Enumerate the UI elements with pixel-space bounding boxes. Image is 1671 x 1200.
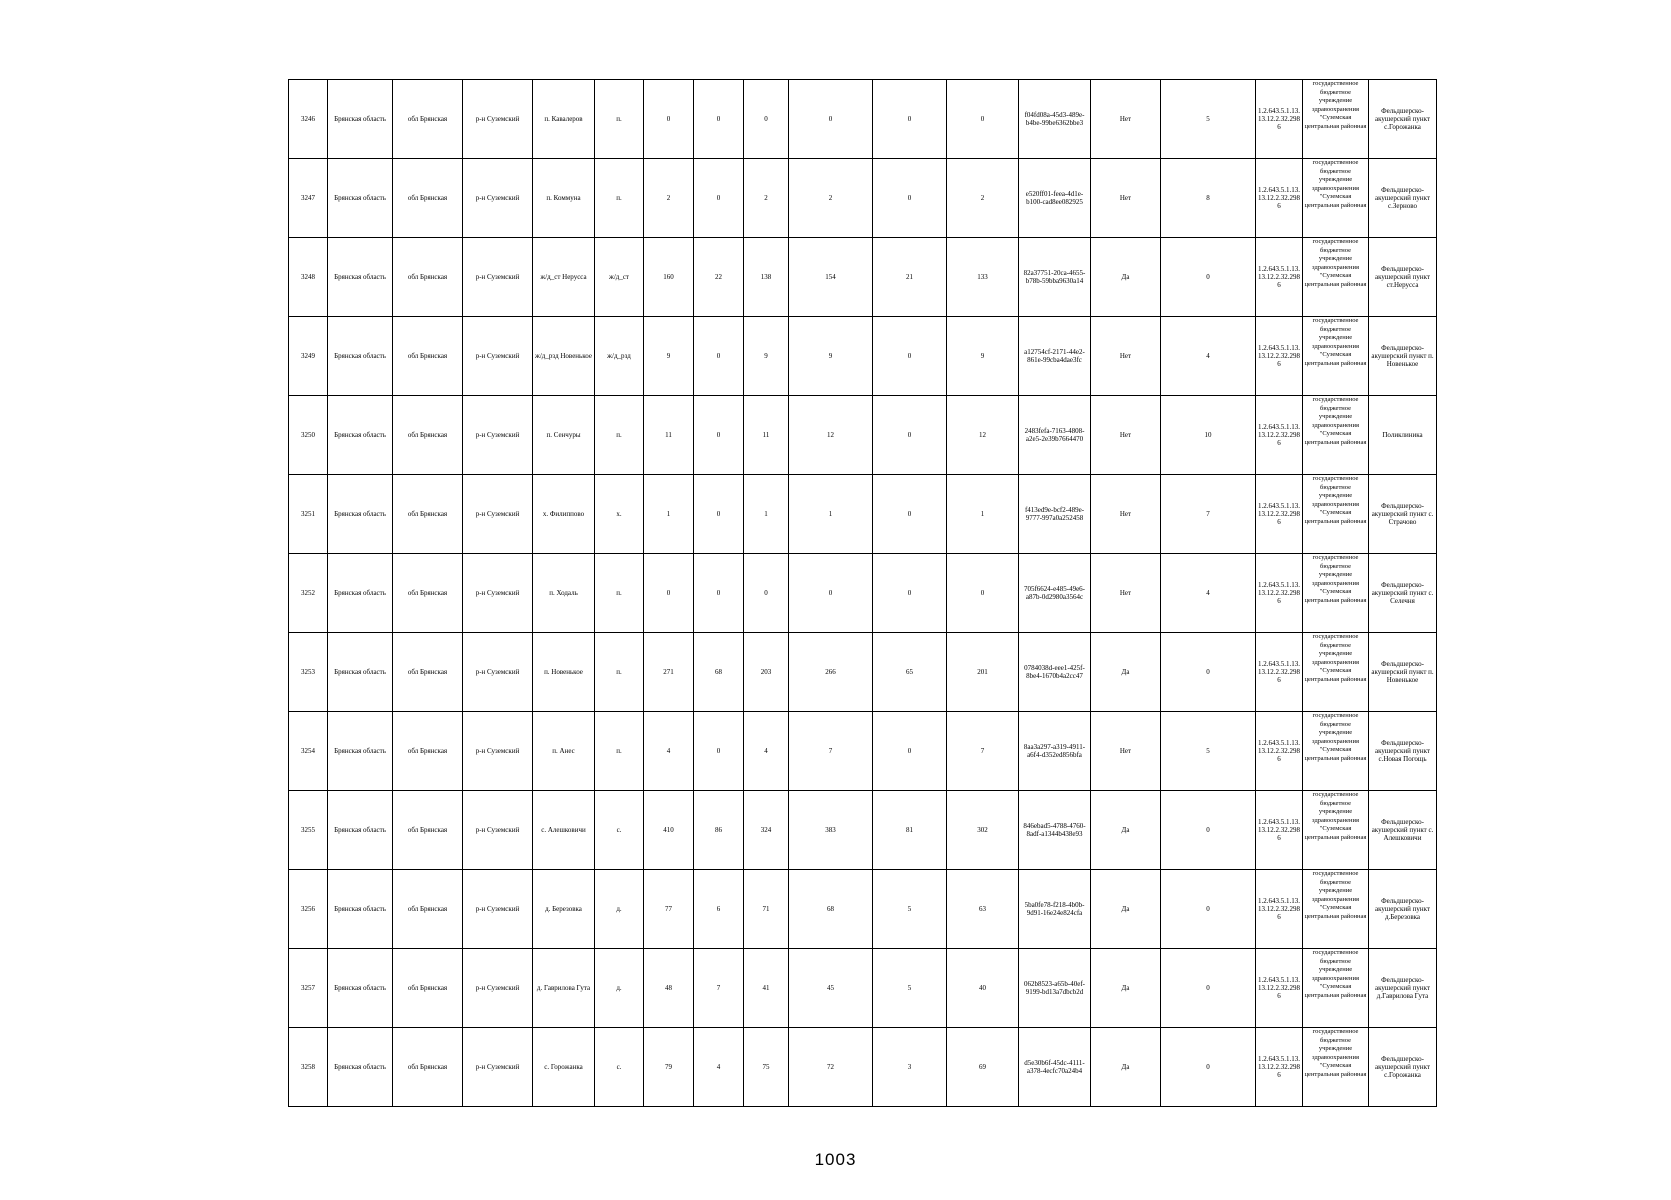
guid-cell: 062b8523-a65b-40ef-9199-bd13a7dbcb2d (1019, 949, 1091, 1028)
value-cell: 11 (644, 396, 694, 475)
value-cell: 12 (789, 396, 873, 475)
page-number: 1003 (814, 1150, 857, 1169)
value-cell: 69 (947, 1028, 1019, 1107)
value-cell: 9 (644, 317, 694, 396)
distance-cell: 0 (1161, 633, 1256, 712)
facility-cell: Поликлиника (1369, 396, 1437, 475)
guid-cell: 846ebad5-4788-4760-8adf-a1344b438e93 (1019, 791, 1091, 870)
district-cell: р-н Суземский (463, 238, 533, 317)
flag-cell: Нет (1091, 80, 1161, 159)
district-cell: р-н Суземский (463, 396, 533, 475)
value-cell: 271 (644, 633, 694, 712)
table-row (289, 396, 1437, 475)
table-row (289, 475, 1437, 554)
value-cell: 0 (873, 475, 947, 554)
organization-cell: государственное бюджетное учреждение здравоохранения "Суземская центральная районная (1303, 159, 1369, 238)
row-number-cell: 3250 (289, 396, 328, 475)
oblast-cell: обл Брянская (393, 791, 463, 870)
region-cell: Брянская область (328, 475, 393, 554)
table-row (289, 1028, 1437, 1107)
value-cell: 4 (694, 1028, 744, 1107)
table-row (289, 712, 1437, 791)
locality-cell: ж/д_ст Нерусса (533, 238, 595, 317)
value-cell: 7 (694, 949, 744, 1028)
value-cell: 7 (789, 712, 873, 791)
value-cell: 86 (694, 791, 744, 870)
value-cell: 0 (873, 159, 947, 238)
oid-code-cell: 1.2.643.5.1.13.13.12.2.32.2986 (1256, 396, 1303, 475)
oid-code-cell: 1.2.643.5.1.13.13.12.2.32.2986 (1256, 159, 1303, 238)
value-cell: 0 (947, 554, 1019, 633)
guid-cell: f413ed9e-bcf2-489e-9777-997a0a252458 (1019, 475, 1091, 554)
row-number-cell: 3251 (289, 475, 328, 554)
value-cell: 9 (789, 317, 873, 396)
locality-type-cell: п. (595, 159, 644, 238)
value-cell: 0 (694, 712, 744, 791)
distance-cell: 0 (1161, 949, 1256, 1028)
value-cell: 63 (947, 870, 1019, 949)
facility-cell: Фельдшерско-акушерский пункт д.Гаврилова Гута (1369, 949, 1437, 1028)
oblast-cell: обл Брянская (393, 238, 463, 317)
value-cell: 71 (744, 870, 789, 949)
row-number-cell: 3255 (289, 791, 328, 870)
flag-cell: Да (1091, 791, 1161, 870)
distance-cell: 5 (1161, 80, 1256, 159)
flag-cell: Нет (1091, 396, 1161, 475)
locality-cell: ж/д_рзд Новенькое (533, 317, 595, 396)
value-cell: 79 (644, 1028, 694, 1107)
distance-cell: 4 (1161, 554, 1256, 633)
value-cell: 0 (744, 554, 789, 633)
value-cell: 0 (694, 396, 744, 475)
value-cell: 0 (694, 80, 744, 159)
row-number-cell: 3253 (289, 633, 328, 712)
table-row (289, 317, 1437, 396)
distance-cell: 7 (1161, 475, 1256, 554)
value-cell: 266 (789, 633, 873, 712)
district-cell: р-н Суземский (463, 475, 533, 554)
region-cell: Брянская область (328, 80, 393, 159)
district-cell: р-н Суземский (463, 712, 533, 791)
locality-cell: д. Березовка (533, 870, 595, 949)
value-cell: 0 (644, 80, 694, 159)
value-cell: 77 (644, 870, 694, 949)
region-cell: Брянская область (328, 1028, 393, 1107)
guid-cell: f04fd08a-45d3-489e-b4be-99be6362bbe3 (1019, 80, 1091, 159)
locality-cell: п. Сенчуры (533, 396, 595, 475)
flag-cell: Нет (1091, 554, 1161, 633)
value-cell: 0 (694, 317, 744, 396)
flag-cell: Нет (1091, 317, 1161, 396)
district-cell: р-н Суземский (463, 1028, 533, 1107)
oid-code-cell: 1.2.643.5.1.13.13.12.2.32.2986 (1256, 633, 1303, 712)
oblast-cell: обл Брянская (393, 80, 463, 159)
row-number-cell: 3246 (289, 80, 328, 159)
row-number-cell: 3257 (289, 949, 328, 1028)
value-cell: 7 (947, 712, 1019, 791)
locality-type-cell: п. (595, 80, 644, 159)
facility-cell: Фельдшерско-акушерский пункт с.Новая Погощь (1369, 712, 1437, 791)
value-cell: 5 (873, 870, 947, 949)
table-row (289, 238, 1437, 317)
organization-cell: государственное бюджетное учреждение здравоохранения "Суземская центральная районная (1303, 712, 1369, 791)
oblast-cell: обл Брянская (393, 633, 463, 712)
value-cell: 154 (789, 238, 873, 317)
facility-cell: Фельдшерско-акушерский пункт с.Горожанка (1369, 1028, 1437, 1107)
table-row (289, 633, 1437, 712)
organization-cell: государственное бюджетное учреждение здравоохранения "Суземская центральная районная (1303, 396, 1369, 475)
value-cell: 75 (744, 1028, 789, 1107)
table-row (289, 80, 1437, 159)
table-row (289, 870, 1437, 949)
oid-code-cell: 1.2.643.5.1.13.13.12.2.32.2986 (1256, 870, 1303, 949)
flag-cell: Да (1091, 870, 1161, 949)
table-row (289, 949, 1437, 1028)
distance-cell: 8 (1161, 159, 1256, 238)
guid-cell: d5e30b6f-45dc-4111-a378-4ecfc70a24b4 (1019, 1028, 1091, 1107)
locality-type-cell: п. (595, 396, 644, 475)
facility-cell: Фельдшерско-акушерский пункт п. Новенькое (1369, 317, 1437, 396)
guid-cell: 705f6624-e485-49e6-a87b-0d2980a3564c (1019, 554, 1091, 633)
row-number-cell: 3256 (289, 870, 328, 949)
value-cell: 21 (873, 238, 947, 317)
table-row (289, 791, 1437, 870)
value-cell: 65 (873, 633, 947, 712)
district-cell: р-н Суземский (463, 554, 533, 633)
locality-type-cell: д. (595, 949, 644, 1028)
region-cell: Брянская область (328, 396, 393, 475)
oblast-cell: обл Брянская (393, 396, 463, 475)
region-cell: Брянская область (328, 791, 393, 870)
region-cell: Брянская область (328, 238, 393, 317)
organization-cell: государственное бюджетное учреждение здравоохранения "Суземская центральная районная (1303, 1028, 1369, 1107)
facility-cell: Фельдшерско-акушерский пункт с. Селечня (1369, 554, 1437, 633)
value-cell: 0 (789, 80, 873, 159)
oid-code-cell: 1.2.643.5.1.13.13.12.2.32.2986 (1256, 317, 1303, 396)
region-cell: Брянская область (328, 870, 393, 949)
organization-cell: государственное бюджетное учреждение здравоохранения "Суземская центральная районная (1303, 870, 1369, 949)
locality-cell: п. Ходаль (533, 554, 595, 633)
value-cell: 12 (947, 396, 1019, 475)
locality-type-cell: с. (595, 791, 644, 870)
locality-cell: п. Анес (533, 712, 595, 791)
district-cell: р-н Суземский (463, 870, 533, 949)
flag-cell: Да (1091, 1028, 1161, 1107)
oid-code-cell: 1.2.643.5.1.13.13.12.2.32.2986 (1256, 791, 1303, 870)
value-cell: 45 (789, 949, 873, 1028)
value-cell: 72 (789, 1028, 873, 1107)
value-cell: 2 (644, 159, 694, 238)
value-cell: 1 (744, 475, 789, 554)
oblast-cell: обл Брянская (393, 712, 463, 791)
oid-code-cell: 1.2.643.5.1.13.13.12.2.32.2986 (1256, 1028, 1303, 1107)
value-cell: 0 (873, 317, 947, 396)
data-table (288, 79, 1437, 1107)
organization-cell: государственное бюджетное учреждение здравоохранения "Суземская центральная районная (1303, 554, 1369, 633)
guid-cell: 2483fefa-7163-4808-a2e5-2e39b7664470 (1019, 396, 1091, 475)
region-cell: Брянская область (328, 712, 393, 791)
value-cell: 2 (744, 159, 789, 238)
locality-type-cell: ж/д_рзд (595, 317, 644, 396)
guid-cell: 8aa3a297-a319-4911-a6f4-d352ed856bfa (1019, 712, 1091, 791)
flag-cell: Нет (1091, 475, 1161, 554)
distance-cell: 10 (1161, 396, 1256, 475)
distance-cell: 0 (1161, 1028, 1256, 1107)
table-row (289, 554, 1437, 633)
facility-cell: Фельдшерско-акушерский пункт д.Березовка (1369, 870, 1437, 949)
oblast-cell: обл Брянская (393, 475, 463, 554)
value-cell: 9 (947, 317, 1019, 396)
flag-cell: Да (1091, 949, 1161, 1028)
value-cell: 138 (744, 238, 789, 317)
value-cell: 48 (644, 949, 694, 1028)
value-cell: 0 (644, 554, 694, 633)
organization-cell: государственное бюджетное учреждение здравоохранения "Суземская центральная районная (1303, 791, 1369, 870)
locality-cell: п. Коммуна (533, 159, 595, 238)
flag-cell: Да (1091, 238, 1161, 317)
guid-cell: 0784038d-eee1-425f-8be4-1670b4a2cc47 (1019, 633, 1091, 712)
value-cell: 0 (744, 80, 789, 159)
distance-cell: 4 (1161, 317, 1256, 396)
district-cell: р-н Суземский (463, 949, 533, 1028)
locality-type-cell: ж/д_ст (595, 238, 644, 317)
value-cell: 410 (644, 791, 694, 870)
flag-cell: Да (1091, 633, 1161, 712)
guid-cell: 82a37751-20ca-4655-b78b-59bba9630a14 (1019, 238, 1091, 317)
region-cell: Брянская область (328, 554, 393, 633)
value-cell: 133 (947, 238, 1019, 317)
row-number-cell: 3248 (289, 238, 328, 317)
value-cell: 201 (947, 633, 1019, 712)
oid-code-cell: 1.2.643.5.1.13.13.12.2.32.2986 (1256, 475, 1303, 554)
district-cell: р-н Суземский (463, 791, 533, 870)
value-cell: 5 (873, 949, 947, 1028)
value-cell: 4 (744, 712, 789, 791)
facility-cell: Фельдшерско-акушерский пункт с. Страчово (1369, 475, 1437, 554)
locality-type-cell: д. (595, 870, 644, 949)
value-cell: 302 (947, 791, 1019, 870)
value-cell: 0 (873, 80, 947, 159)
value-cell: 203 (744, 633, 789, 712)
value-cell: 0 (873, 396, 947, 475)
value-cell: 1 (789, 475, 873, 554)
organization-cell: государственное бюджетное учреждение здравоохранения "Суземская центральная районная (1303, 317, 1369, 396)
distance-cell: 0 (1161, 238, 1256, 317)
region-cell: Брянская область (328, 633, 393, 712)
facility-cell: Фельдшерско-акушерский пункт с.Горожанка (1369, 80, 1437, 159)
value-cell: 324 (744, 791, 789, 870)
value-cell: 3 (873, 1028, 947, 1107)
table-body (289, 80, 1437, 1107)
district-cell: р-н Суземский (463, 317, 533, 396)
value-cell: 1 (644, 475, 694, 554)
facility-cell: Фельдшерско-акушерский пункт с. Алешковичи (1369, 791, 1437, 870)
guid-cell: e520ff01-feea-4d1e-b100-cad8ee082925 (1019, 159, 1091, 238)
oblast-cell: обл Брянская (393, 159, 463, 238)
oid-code-cell: 1.2.643.5.1.13.13.12.2.32.2986 (1256, 712, 1303, 791)
locality-type-cell: п. (595, 712, 644, 791)
organization-cell: государственное бюджетное учреждение здравоохранения "Суземская центральная районная (1303, 949, 1369, 1028)
value-cell: 2 (789, 159, 873, 238)
value-cell: 40 (947, 949, 1019, 1028)
facility-cell: Фельдшерско-акушерский пункт п. Новенькое (1369, 633, 1437, 712)
region-cell: Брянская область (328, 949, 393, 1028)
locality-type-cell: п. (595, 633, 644, 712)
value-cell: 0 (694, 159, 744, 238)
value-cell: 0 (947, 80, 1019, 159)
oblast-cell: обл Брянская (393, 1028, 463, 1107)
locality-cell: с. Алешковичи (533, 791, 595, 870)
value-cell: 0 (694, 554, 744, 633)
guid-cell: a12754cf-2171-44e2-861e-99cba4dae3fc (1019, 317, 1091, 396)
value-cell: 0 (873, 554, 947, 633)
facility-cell: Фельдшерско-акушерский пункт с.Зерново (1369, 159, 1437, 238)
value-cell: 81 (873, 791, 947, 870)
oid-code-cell: 1.2.643.5.1.13.13.12.2.32.2986 (1256, 238, 1303, 317)
row-number-cell: 3252 (289, 554, 328, 633)
district-cell: р-н Суземский (463, 159, 533, 238)
distance-cell: 0 (1161, 791, 1256, 870)
locality-type-cell: с. (595, 1028, 644, 1107)
table-row (289, 159, 1437, 238)
organization-cell: государственное бюджетное учреждение здравоохранения "Суземская центральная районная (1303, 475, 1369, 554)
region-cell: Брянская область (328, 317, 393, 396)
value-cell: 4 (644, 712, 694, 791)
locality-cell: с. Горожанка (533, 1028, 595, 1107)
locality-type-cell: п. (595, 554, 644, 633)
guid-cell: 5ba0fe78-f218-4b0b-9d91-16e24e824cfa (1019, 870, 1091, 949)
flag-cell: Нет (1091, 712, 1161, 791)
district-cell: р-н Суземский (463, 633, 533, 712)
organization-cell: государственное бюджетное учреждение здравоохранения "Суземская центральная районная (1303, 238, 1369, 317)
value-cell: 2 (947, 159, 1019, 238)
value-cell: 22 (694, 238, 744, 317)
row-number-cell: 3247 (289, 159, 328, 238)
locality-cell: п. Кавалеров (533, 80, 595, 159)
flag-cell: Нет (1091, 159, 1161, 238)
value-cell: 68 (694, 633, 744, 712)
value-cell: 1 (947, 475, 1019, 554)
value-cell: 68 (789, 870, 873, 949)
row-number-cell: 3258 (289, 1028, 328, 1107)
value-cell: 160 (644, 238, 694, 317)
organization-cell: государственное бюджетное учреждение здравоохранения "Суземская центральная районная (1303, 633, 1369, 712)
value-cell: 11 (744, 396, 789, 475)
value-cell: 41 (744, 949, 789, 1028)
oblast-cell: обл Брянская (393, 554, 463, 633)
value-cell: 0 (694, 475, 744, 554)
district-cell: р-н Суземский (463, 80, 533, 159)
locality-cell: д. Гаврилова Гута (533, 949, 595, 1028)
locality-type-cell: х. (595, 475, 644, 554)
oid-code-cell: 1.2.643.5.1.13.13.12.2.32.2986 (1256, 80, 1303, 159)
oid-code-cell: 1.2.643.5.1.13.13.12.2.32.2986 (1256, 554, 1303, 633)
value-cell: 9 (744, 317, 789, 396)
oblast-cell: обл Брянская (393, 949, 463, 1028)
locality-cell: х. Филиппово (533, 475, 595, 554)
organization-cell: государственное бюджетное учреждение здравоохранения "Суземская центральная районная (1303, 80, 1369, 159)
value-cell: 0 (789, 554, 873, 633)
oblast-cell: обл Брянская (393, 870, 463, 949)
row-number-cell: 3249 (289, 317, 328, 396)
value-cell: 0 (873, 712, 947, 791)
value-cell: 383 (789, 791, 873, 870)
row-number-cell: 3254 (289, 712, 328, 791)
distance-cell: 0 (1161, 870, 1256, 949)
distance-cell: 5 (1161, 712, 1256, 791)
locality-cell: п. Новенькое (533, 633, 595, 712)
region-cell: Брянская область (328, 159, 393, 238)
facility-cell: Фельдшерско-акушерский пункт ст.Нерусса (1369, 238, 1437, 317)
value-cell: 6 (694, 870, 744, 949)
oblast-cell: обл Брянская (393, 317, 463, 396)
oid-code-cell: 1.2.643.5.1.13.13.12.2.32.2986 (1256, 949, 1303, 1028)
